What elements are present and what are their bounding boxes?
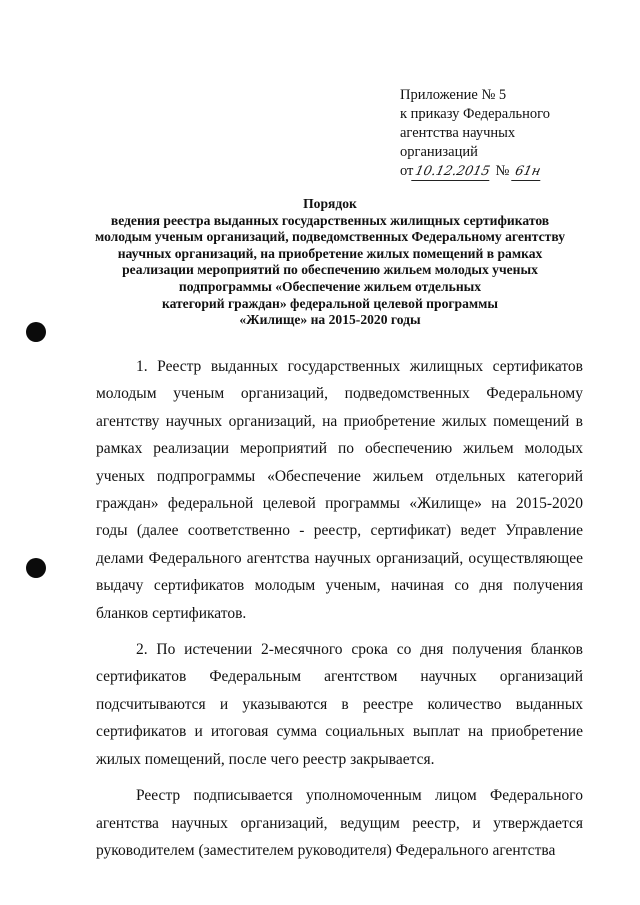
punch-hole-top — [26, 322, 46, 342]
title-line: реализации мероприятий по обеспечению жильем молодых ученых — [122, 262, 538, 278]
appendix-header — [400, 86, 600, 181]
title-line: подпрограммы «Обеспечение жильем отдельных — [178, 278, 482, 294]
paragraph-1: 1. Реестр выданных государственных жилищных сертификатов молодым ученым организаций, подведомственных Федеральному агентству научных организаций, на приобретение жилых помещений в рамках реализации мероприятий по обеспечению жильем молодых ученых подпрограммы «Обеспечение жильем отдельных категорий граждан» федеральной целевой программы «Жилище» на 2015-2020 годы (далее соответственно - реестр, сертификат) ведет Управление делами Федерального агентства научных организаций, осуществляющее выдачу сертификатов молодым ученым, начиная со дня получения бланков сертификатов. — [96, 358, 583, 622]
title-line: научных организаций, на приобретение жилых помещений в рамках — [117, 245, 543, 261]
appendix-line: организаций — [400, 144, 478, 160]
document-title — [70, 196, 590, 329]
handwritten-date: 10.12.2015 — [412, 164, 494, 181]
title-line: категорий граждан» федеральной целевой программы — [161, 295, 499, 311]
title-line: ведения реестра выданных государственных жилищных сертификатов — [110, 212, 550, 228]
title-line: «Жилище» на 2015-2020 годы — [239, 312, 421, 328]
punch-hole-bottom — [26, 558, 46, 578]
date-prefix: от — [400, 163, 414, 179]
appendix-line: к приказу Федерального — [400, 106, 551, 122]
paragraph-2: 2. По истечении 2-месячного срока со дня получения бланков сертификатов Федеральным агентством научных организаций подсчитываются и указываются в реестре количество выданных сертификатов и итоговая сумма социальных выплат на приобретение жилых помещений, после чего реестр закрывается. — [96, 641, 583, 768]
paragraph-3: Реестр подписывается уполномоченным лицом Федерального агентства научных организаций, ведущим реестр, и утверждается руководителем (заместителем руководителя) Федерального агентства — [96, 787, 583, 859]
appendix-line: агентства научных — [400, 125, 516, 141]
document-body — [96, 353, 583, 864]
handwritten-order-number: 61н — [511, 164, 544, 181]
number-prefix: № — [495, 163, 510, 179]
title-line: молодым ученым организаций, подведомственных Федеральному агентству — [94, 229, 565, 245]
appendix-line: Приложение № 5 — [400, 87, 507, 103]
title-heading: Порядок — [303, 196, 357, 211]
order-date-number-line — [400, 162, 600, 181]
